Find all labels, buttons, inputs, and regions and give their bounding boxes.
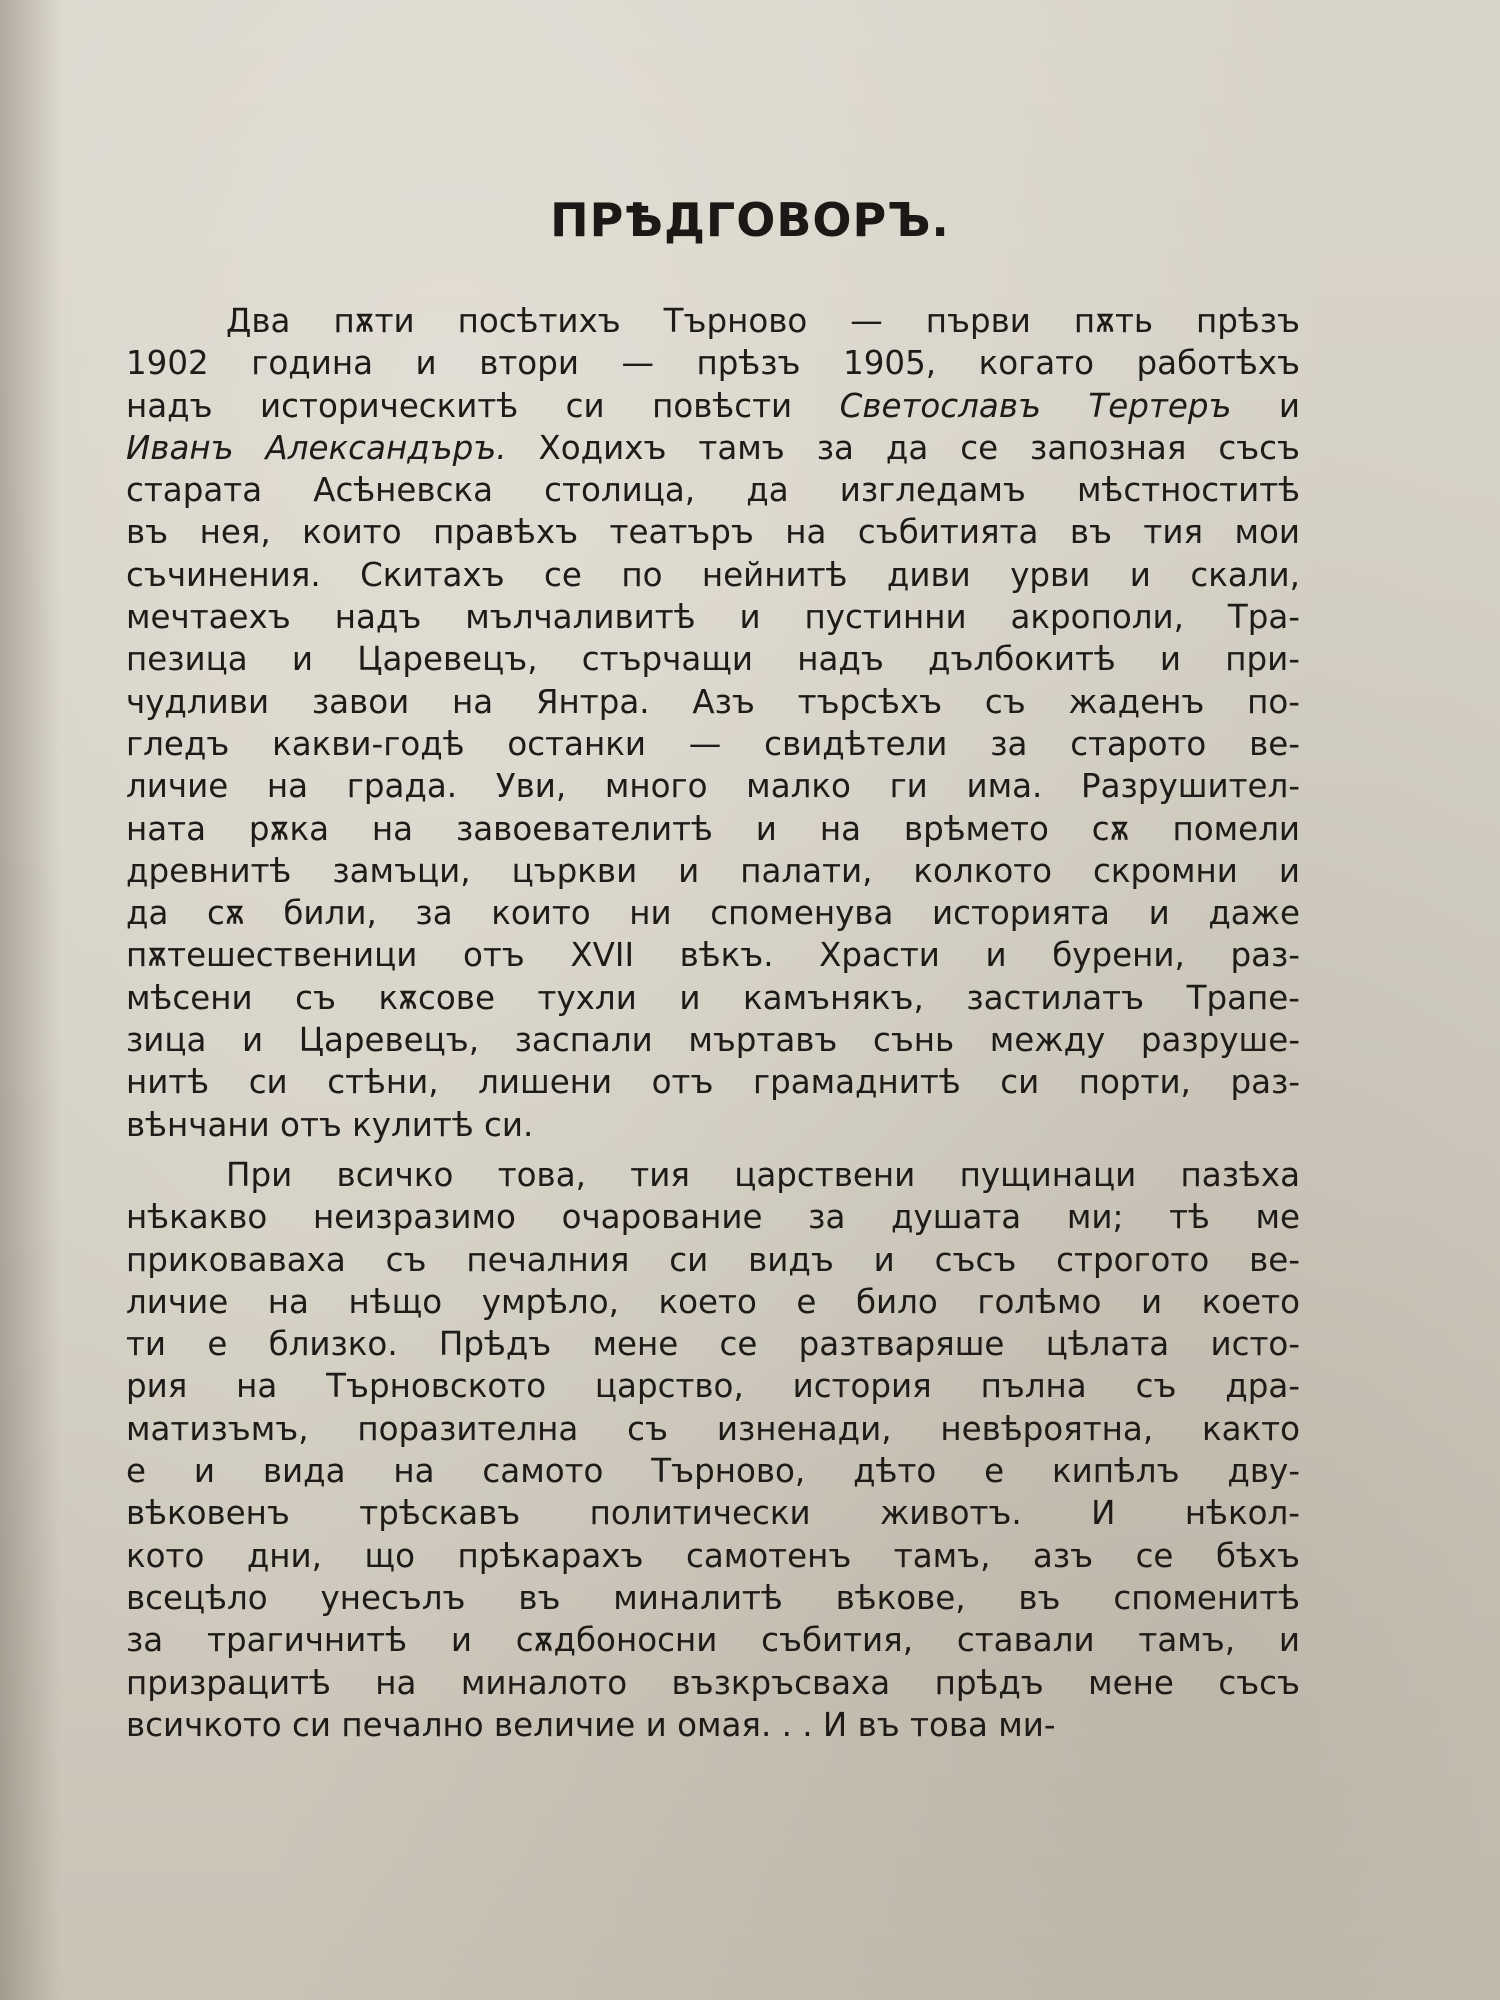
text-line [126,300,1300,342]
text-line [126,596,1300,638]
text-line [126,1577,1300,1619]
italic-title: Светославъ Тертеръ [839,386,1232,425]
page-spine-shadow [0,0,60,2000]
text-segment: нѣкакво неизразимо очарование за душата ми; тѣ ме [126,1198,1300,1237]
text-segment: личие на града. Уви, много малко ги има. Разрушител- [126,767,1300,806]
text-segment: за трагичнитѣ и сѫдбоносни събития, ставали тамъ, и [126,1621,1300,1660]
text-line [126,1450,1300,1492]
text-segment: чудливи завои на Янтра. Азъ търсѣхъ съ жаденъ по- [126,682,1300,721]
text-segment: мечтаехъ надъ мълчаливитѣ и пустинни акрополи, Тра- [126,598,1300,637]
italic-title: Иванъ Александъръ. [126,428,507,467]
text-line [126,681,1300,723]
text-segment: матизъмъ, поразителна съ изненади, невѣроятна, както [126,1409,1300,1448]
text-segment: При всичко това, тия царствени пущинаци пазѣха [226,1155,1300,1194]
text-segment: да сѫ били, за които ни споменува историята и даже [126,894,1300,933]
text-segment: всичкото си печално величие и омая. . . И въ това ми- [126,1705,1056,1744]
text-segment: Ходихъ тамъ за да се запозная съсъ [506,428,1300,467]
text-segment: гледъ какви-годѣ останки — свидѣтели за старото ве- [126,724,1300,763]
text-line [126,765,1300,807]
text-line [126,511,1300,553]
preface-text [126,300,1300,1746]
text-line [126,1492,1300,1534]
text-segment: е и вида на самото Търново, дѣто е кипѣлъ дву- [126,1452,1300,1491]
text-segment: всецѣло унесълъ въ миналитѣ вѣкове, въ споменитѣ [126,1578,1300,1617]
text-line [126,1323,1300,1365]
text-line [126,892,1300,934]
text-segment: зица и Царевецъ, заспали мъртавъ сънь между разруше- [126,1021,1300,1060]
text-segment: въ нея, които правѣхъ театъръ на събитията въ тия мои [126,513,1300,552]
text-segment: древнитѣ замъци, църкви и палати, колкото скромни и [126,851,1300,890]
text-line [126,1365,1300,1407]
text-segment: 1902 година и втори — прѣзъ 1905, когато работѣхъ [126,344,1300,383]
text-line [126,1239,1300,1281]
text-segment: мѣсени съ кѫсове тухли и камънякъ, застилатъ Трапе- [126,978,1300,1017]
text-segment: вѣковенъ трѣскавъ политически животъ. И нѣкол- [126,1494,1300,1533]
text-segment: вѣнчани отъ кулитѣ си. [126,1105,534,1144]
text-segment: ти е близко. Прѣдъ мене се разтваряше цѣлата исто- [126,1325,1300,1364]
page-title: ПРѢДГОВОРЪ. [550,193,950,247]
text-segment: пезица и Царевецъ, стърчащи надъ дълбокитѣ и при- [126,640,1300,679]
text-line [126,1154,1300,1196]
text-line [126,554,1300,596]
text-segment: ната рѫка на завоевателитѣ и на врѣмето сѫ помели [126,809,1300,848]
text-line [126,1061,1300,1103]
text-line [126,934,1300,976]
text-line [126,385,1300,427]
text-segment: рия на Търновското царство, история пълна съ дра- [126,1367,1300,1406]
text-line [126,638,1300,680]
paragraph [126,1154,1300,1746]
text-segment: нитѣ си стѣни, лишени отъ грамаднитѣ си порти, раз- [126,1063,1300,1102]
text-line [126,1619,1300,1661]
text-segment: Два пѫти посѣтихъ Търново — първи пѫть прѣзъ [226,302,1300,340]
text-segment: кото дни, що прѣкарахъ самотенъ тамъ, азъ се бѣхъ [126,1536,1300,1575]
text-segment: личие на нѣщо умрѣло, което е било голѣмо и което [126,1282,1300,1321]
text-line [126,1704,1300,1746]
text-segment: призрацитѣ на миналото възкръсваха прѣдъ мене съсъ [126,1663,1300,1702]
text-line [126,1019,1300,1061]
text-line [126,469,1300,511]
text-line [126,1104,1300,1146]
text-line [126,427,1300,469]
text-line [126,1662,1300,1704]
text-segment: пѫтешественици отъ XVII вѣкъ. Храсти и бурени, раз- [126,936,1300,975]
text-line [126,808,1300,850]
text-line [126,1408,1300,1450]
text-line [126,723,1300,765]
text-line [126,1281,1300,1323]
text-line [126,1535,1300,1577]
text-segment: приковаваха съ печалния си видъ и съсъ строгото ве- [126,1240,1300,1279]
text-segment: и [1231,386,1301,425]
text-segment: съчинения. Скитахъ се по нейнитѣ диви урви и скали, [126,555,1300,594]
text-segment: надъ историческитѣ си повѣсти [126,386,840,425]
text-line [126,850,1300,892]
text-line [126,342,1300,384]
text-line [126,977,1300,1019]
text-line [126,1196,1300,1238]
paragraph [126,300,1300,1146]
text-segment: старата Асѣневска столица, да изгледамъ мѣстноститѣ [126,471,1300,510]
